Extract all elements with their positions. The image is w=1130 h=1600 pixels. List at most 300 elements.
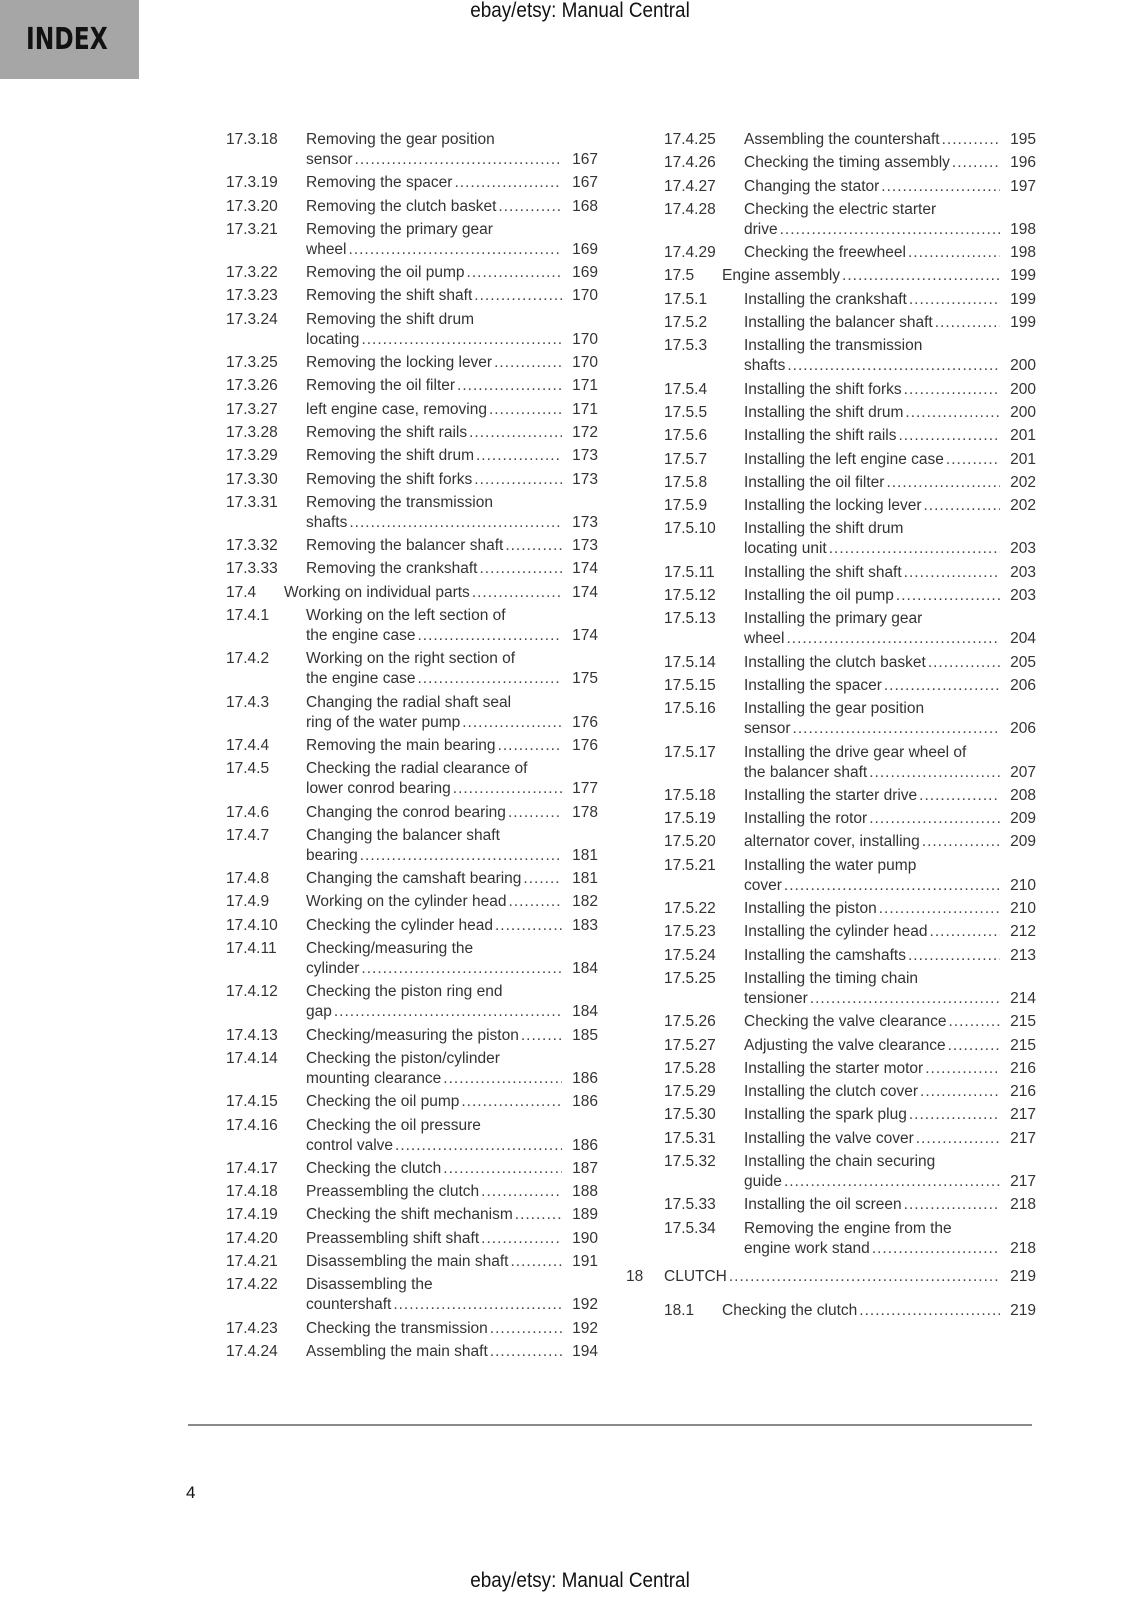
toc-entry[interactable] [626,809,1036,829]
toc-entry-title: Installing the gear position [744,700,925,718]
toc-entry[interactable] [626,266,1036,286]
toc-entry-title: mounting clearance [306,1069,442,1087]
toc-entry[interactable] [226,759,598,799]
toc-entry[interactable] [626,676,1036,696]
toc-entry-title: the engine case [306,670,416,688]
dot-leader [780,220,1000,240]
toc-entry-number: 17.4.6 [226,803,270,821]
toc-entry-page: 218 [1010,1196,1036,1214]
dot-leader [908,243,1000,263]
toc-entry[interactable] [626,450,1036,470]
toc-entry[interactable] [226,470,598,490]
toc-entry-page: 202 [1010,497,1036,515]
toc-entry[interactable] [226,559,598,579]
toc-entry-number: 17.5.13 [664,610,716,628]
toc-entry[interactable] [226,649,598,689]
toc-entry-number: 17.3.25 [226,354,278,372]
toc-entry-page: 176 [572,713,598,731]
toc-entry-number: 17.5.16 [664,700,716,718]
toc-entry-page: 192 [572,1296,598,1314]
toc-entry-title: Engine assembly [722,267,841,285]
toc-entry-page: 186 [572,1093,598,1111]
dot-leader [355,150,562,170]
toc-entry-title: Removing the locking lever [306,354,493,372]
toc-entry-title: engine work stand [744,1239,870,1257]
toc-entry-title: Checking the clutch [306,1159,442,1177]
toc-entry-page: 208 [1010,786,1036,804]
toc-entry[interactable] [626,177,1036,197]
dot-leader [521,1026,562,1046]
toc-entry[interactable] [226,220,598,260]
toc-entry-title: wheel [306,240,347,258]
toc-entry-page: 200 [1010,403,1036,421]
toc-entry-title: Installing the balancer shaft [744,314,933,332]
toc-entry-title: Disassembling the [306,1276,433,1294]
toc-entry[interactable] [626,969,1036,1009]
toc-entry-page: 201 [1010,427,1036,445]
toc-entry-page: 188 [572,1183,598,1201]
footer-watermark: ebay/etsy: Manual Central [470,1569,690,1592]
toc-entry-number: 17.4.2 [226,650,270,668]
dot-leader [829,539,1000,559]
toc-entry-number: 17.4 [226,583,257,601]
toc-entry-number: 17.5.2 [664,314,708,332]
toc-entry[interactable] [226,446,598,466]
toc-entry-number: 17.4.9 [226,893,270,911]
dot-leader [515,1205,562,1225]
toc-entry-number: 17.5.23 [664,923,716,941]
toc-entry-page: 213 [1010,946,1036,964]
toc-entry[interactable] [626,832,1036,852]
toc-entry-title: the engine case [306,627,416,645]
toc-entry-number: 17.5.18 [664,786,716,804]
toc-entry[interactable] [626,1267,1036,1287]
toc-entry-number: 17.5.12 [664,587,716,605]
toc-entry-page: 210 [1010,900,1036,918]
dot-leader [919,786,1000,806]
toc-entry-title: Working on the right section of [306,650,516,668]
dot-leader [395,1136,562,1156]
toc-entry-title: Checking/measuring the [306,940,474,958]
dot-leader [787,629,1001,649]
toc-entry[interactable] [626,1105,1036,1125]
dot-leader [461,1092,562,1112]
toc-entry[interactable] [226,286,598,306]
toc-entry-title: lower conrod bearing [306,780,451,798]
dot-leader [334,1002,562,1022]
toc-entry-number: 17.4.11 [226,940,277,958]
toc-entry[interactable] [626,922,1036,942]
dot-leader [869,763,1000,783]
toc-entry[interactable] [226,693,598,733]
dot-leader [948,1012,1000,1032]
toc-entry[interactable] [626,743,1036,783]
toc-entry-page: 202 [1010,473,1036,491]
toc-entry[interactable] [626,403,1036,423]
toc-entry-number: 17.3.24 [226,310,278,328]
toc-entry[interactable] [626,130,1036,150]
toc-entry-title: Removing the shift shaft [306,287,473,305]
toc-entry-title: shafts [744,357,786,375]
toc-entry-title: Installing the shift drum [744,403,904,421]
toc-entry-page: 196 [1010,154,1036,172]
toc-entry-number: 17.4.25 [664,131,716,148]
toc-entry-page: 218 [1010,1239,1036,1257]
toc-entry[interactable] [626,243,1036,263]
toc-entry[interactable] [626,336,1036,376]
toc-entry[interactable] [226,1252,598,1272]
toc-entry-number: 17.4.22 [226,1276,278,1294]
toc-entry-page: 199 [1010,267,1036,285]
toc-entry-number: 17.5.14 [664,653,716,671]
toc-entry[interactable] [226,1026,598,1046]
toc-entry-title: Installing the left engine case [744,450,944,468]
toc-entry[interactable] [626,1152,1036,1192]
toc-entry-title: Installing the locking lever [744,497,922,515]
toc-entry[interactable] [226,869,598,889]
toc-entry-title: tensioner [744,989,808,1007]
toc-entry-title: Removing the shift drum [306,447,474,465]
toc-entry-title: Removing the clutch basket [306,197,497,215]
dot-leader [908,946,1000,966]
toc-entry-page: 181 [572,846,598,864]
dot-leader [879,899,1000,919]
toc-entry[interactable] [226,803,598,823]
toc-entry-page: 174 [572,583,598,601]
toc-entry-number: 18 [626,1267,644,1285]
toc-entry-title: Installing the shift rails [744,427,897,445]
dot-leader [881,177,1000,197]
toc-entry-title: Working on the cylinder head [306,893,507,911]
toc-entry-title: Installing the clutch basket [744,653,926,671]
toc-entry[interactable] [626,856,1036,896]
toc-entry-page: 176 [572,736,598,754]
toc-entry-number: 17.3.32 [226,537,278,555]
toc-entry[interactable] [626,563,1036,583]
toc-entry-page: 175 [572,670,598,688]
toc-entry-title: Installing the rotor [744,810,868,828]
toc-entry[interactable] [626,1301,1036,1321]
toc-entry-title: Removing the transmission [306,493,493,511]
toc-entry[interactable] [626,1219,1036,1259]
toc-entry-page: 219 [1010,1301,1036,1319]
toc-entry[interactable] [626,426,1036,446]
toc-entry-number: 17.5.4 [664,380,708,398]
toc-entry[interactable] [626,313,1036,333]
toc-entry[interactable] [226,1116,598,1156]
toc-entry-title: Removing the crankshaft [306,560,478,578]
toc-entry-page: 189 [572,1206,598,1224]
toc-entry-title: Removing the balancer shaft [306,537,504,555]
toc-entry-number: 17.5.1 [664,290,708,308]
toc-entry-page: 169 [572,264,598,282]
dot-leader [869,809,1000,829]
dot-leader [729,1267,1000,1287]
toc-entry-page: 171 [572,377,598,395]
dot-leader [494,353,562,373]
toc-entry-title: shafts [306,513,348,531]
toc-entry[interactable] [626,1082,1036,1102]
toc-entry-page: 214 [1010,989,1036,1007]
dot-leader [904,563,1000,583]
toc-entry-page: 194 [572,1342,598,1360]
toc-entry[interactable] [226,1205,598,1225]
toc-entry[interactable] [226,130,598,170]
dot-leader [508,892,562,912]
dot-leader [872,1239,1000,1259]
toc-entry[interactable] [626,153,1036,173]
header-watermark: ebay/etsy: Manual Central [470,0,690,22]
toc-entry[interactable] [226,310,598,350]
toc-entry-page: 173 [572,447,598,465]
toc-entry-page: 169 [572,240,598,258]
toc-entry[interactable] [226,1229,598,1249]
toc-entry-page: 199 [1010,314,1036,332]
toc-entry[interactable] [226,982,598,1022]
dot-leader [481,1182,562,1202]
toc-entry[interactable] [626,586,1036,606]
dot-leader [360,846,562,866]
dot-leader [453,779,562,799]
toc-entry-number: 17.5.26 [664,1013,716,1031]
toc-entry-title: Installing the cylinder head [744,923,928,941]
toc-entry-title: Checking the freewheel [744,244,906,262]
toc-entry[interactable] [226,1092,598,1112]
dot-leader [787,356,1000,376]
toc-entry[interactable] [626,1129,1036,1149]
dot-leader [443,1069,562,1089]
toc-entry-number: 17.5.20 [664,833,716,851]
toc-entry-number: 17.4.15 [226,1093,278,1111]
toc-entry[interactable] [226,1159,598,1179]
toc-entry-number: 17.4.27 [664,177,716,195]
toc-entry[interactable] [626,496,1036,516]
toc-entry-number: 17.5.24 [664,946,716,964]
dot-leader [784,876,1000,896]
toc-entry-title: Checking the oil pump [306,1093,460,1111]
toc-entry-title: Adjusting the valve clearance [744,1036,946,1054]
toc-entry[interactable] [626,1195,1036,1215]
toc-entry-number: 18.1 [664,1301,695,1319]
toc-entry-number: 17.3.23 [226,287,278,305]
toc-entry-number: 17.5.29 [664,1083,716,1101]
dot-leader [505,536,562,556]
toc-entry-number: 17.3.30 [226,470,278,488]
toc-entry[interactable] [226,536,598,556]
toc-entry-number: 17.5.21 [664,856,716,874]
index-tab-label: INDEX [26,22,108,57]
toc-entry-number: 17.5.10 [664,520,716,538]
toc-entry-title: Installing the valve cover [744,1129,914,1147]
dot-leader [784,1172,1000,1192]
toc-entry-title: Installing the piston [744,900,877,918]
toc-entry[interactable] [226,736,598,756]
toc-entry-title: control valve [306,1136,394,1154]
toc-entry-number: 17.4.18 [226,1183,278,1201]
toc-entry-title: Removing the spacer [306,174,453,192]
dot-leader [457,376,562,396]
toc-entry[interactable] [626,473,1036,493]
toc-entry-title: Installing the primary gear [744,610,923,628]
toc-entry-page: 172 [572,423,598,441]
toc-entry-number: 17.4.1 [226,607,270,625]
toc-entry[interactable] [626,899,1036,919]
toc-entry[interactable] [626,380,1036,400]
toc-entry-title: Checking the transmission [306,1319,488,1337]
toc-entry-title: Removing the primary gear [306,220,493,238]
toc-entry[interactable] [226,1182,598,1202]
toc-entry-page: 186 [572,1136,598,1154]
toc-entry-number: 17.5.5 [664,403,708,421]
toc-entry-title: Installing the oil filter [744,473,885,491]
toc-entry-title: Installing the starter motor [744,1059,924,1077]
toc-entry-page: 168 [572,197,598,215]
toc-entry-title: Installing the clutch cover [744,1083,919,1101]
toc-entry[interactable] [226,583,598,603]
toc-entry-title: guide [744,1172,782,1190]
toc-entry-number: 17.3.27 [226,400,278,418]
dot-leader [884,676,1000,696]
toc-entry-page: 215 [1010,1036,1036,1054]
dot-leader [859,1301,1000,1321]
toc-entry[interactable] [226,400,598,420]
dot-leader [899,426,1001,446]
toc-entry-page: 167 [572,151,598,168]
toc-entry-number: 17.5.9 [664,497,708,515]
toc-entry-title: Assembling the main shaft [306,1342,488,1360]
toc-entry-title: Changing the stator [744,177,880,195]
toc-entry-title: Removing the gear position [306,131,495,148]
dot-leader [886,473,1000,493]
toc-entry-number: 17.5.7 [664,450,708,468]
toc-entry-title: locating [306,330,360,348]
toc-entry-title: alternator cover, installing [744,833,920,851]
dot-leader [472,583,562,603]
toc-entry[interactable] [226,892,598,912]
toc-entry-number: 17.3.26 [226,377,278,395]
toc-entry[interactable] [626,786,1036,806]
dot-leader [930,922,1000,942]
dot-leader [462,713,562,733]
toc-entry[interactable] [226,939,598,979]
toc-entry-number: 17.5.8 [664,473,708,491]
toc-entry-page: 197 [1010,177,1036,195]
dot-leader [909,290,1000,310]
toc-entry[interactable] [626,200,1036,240]
toc-entry[interactable] [226,826,598,866]
toc-entry[interactable] [226,263,598,283]
toc-entry-number: 17.4.21 [226,1252,278,1270]
dot-leader [349,513,562,533]
toc-entry-title: Checking the radial clearance of [306,760,528,778]
toc-entry-page: 210 [1010,876,1036,894]
dot-leader [508,803,562,823]
dot-leader [476,446,562,466]
toc-entry[interactable] [226,423,598,443]
toc-entry-page: 201 [1010,450,1036,468]
toc-entry-title: Removing the shift forks [306,470,473,488]
dot-leader [810,989,1000,1009]
toc-entry[interactable] [226,173,598,193]
dot-leader [417,626,562,646]
dot-leader [495,916,562,936]
dot-leader [909,1105,1000,1125]
toc-entry-title: Removing the oil filter [306,377,456,395]
toc-entry[interactable] [226,353,598,373]
toc-entry-title: Checking the shift mechanism [306,1206,513,1224]
dot-leader [920,1082,1000,1102]
toc-entry-title: Working on the left section of [306,607,506,625]
toc-entry[interactable] [226,1049,598,1089]
toc-entry-title: Assembling the countershaft [744,131,940,148]
toc-entry-title: Checking the electric starter [744,200,937,218]
toc-entry-page: 216 [1010,1083,1036,1101]
toc-entry[interactable] [626,609,1036,649]
toc-entry[interactable] [626,1036,1036,1056]
toc-entry[interactable] [626,699,1036,739]
toc-entry-number: 17.4.23 [226,1319,278,1337]
toc-entry-number: 17.3.29 [226,447,278,465]
toc-entry-title: cylinder [306,960,360,978]
toc-entry-number: 17.5.25 [664,969,716,987]
toc-entry-title: Removing the engine from the [744,1219,952,1237]
toc-entry[interactable] [626,653,1036,673]
toc-entry[interactable] [626,290,1036,310]
toc-entry-title: Installing the shift drum [744,520,904,538]
dot-leader [454,173,562,193]
toc-entry-title: Removing the shift drum [306,310,474,328]
toc-entry[interactable] [226,376,598,396]
toc-entry-page: 183 [572,916,598,934]
dot-leader [498,197,562,217]
toc-entry-page: 215 [1010,1013,1036,1031]
toc-entry-number: 17.5.30 [664,1106,716,1124]
toc-entry-page: 209 [1010,833,1036,851]
dot-leader [922,832,1000,852]
toc-entry[interactable] [226,606,598,646]
toc-entry-number: 17.4.5 [226,760,270,778]
toc-entry-title: Preassembling the clutch [306,1183,480,1201]
toc-entry[interactable] [626,1012,1036,1032]
toc-entry[interactable] [626,1059,1036,1079]
dot-leader [489,400,562,420]
toc-entry-page: 170 [572,330,598,348]
toc-entry-page: 207 [1010,763,1036,781]
toc-entry-title: Installing the crankshaft [744,290,907,308]
toc-entry-page: 174 [572,560,598,578]
toc-entry[interactable] [226,1319,598,1339]
dot-leader [393,1295,562,1315]
toc-entry-title: left engine case, removing [306,400,487,418]
toc-entry[interactable] [226,1342,598,1362]
toc-entry-page: 190 [572,1229,598,1247]
toc-entry[interactable] [226,1275,598,1315]
toc-entry-number: 17.5.15 [664,676,716,694]
toc-entry-page: 198 [1010,220,1036,238]
toc-entry-number: 17.5.33 [664,1196,716,1214]
toc-entry[interactable] [626,519,1036,559]
toc-entry-number: 17.4.4 [226,736,270,754]
toc-entry[interactable] [226,916,598,936]
toc-entry-page: 191 [572,1252,598,1270]
toc-entry-page: 181 [572,870,598,888]
toc-entry-page: 216 [1010,1059,1036,1077]
toc-entry[interactable] [226,493,598,533]
dot-leader [904,380,1000,400]
toc-entry[interactable] [626,946,1036,966]
toc-entry-page: 173 [572,513,598,531]
toc-entry[interactable] [226,197,598,217]
